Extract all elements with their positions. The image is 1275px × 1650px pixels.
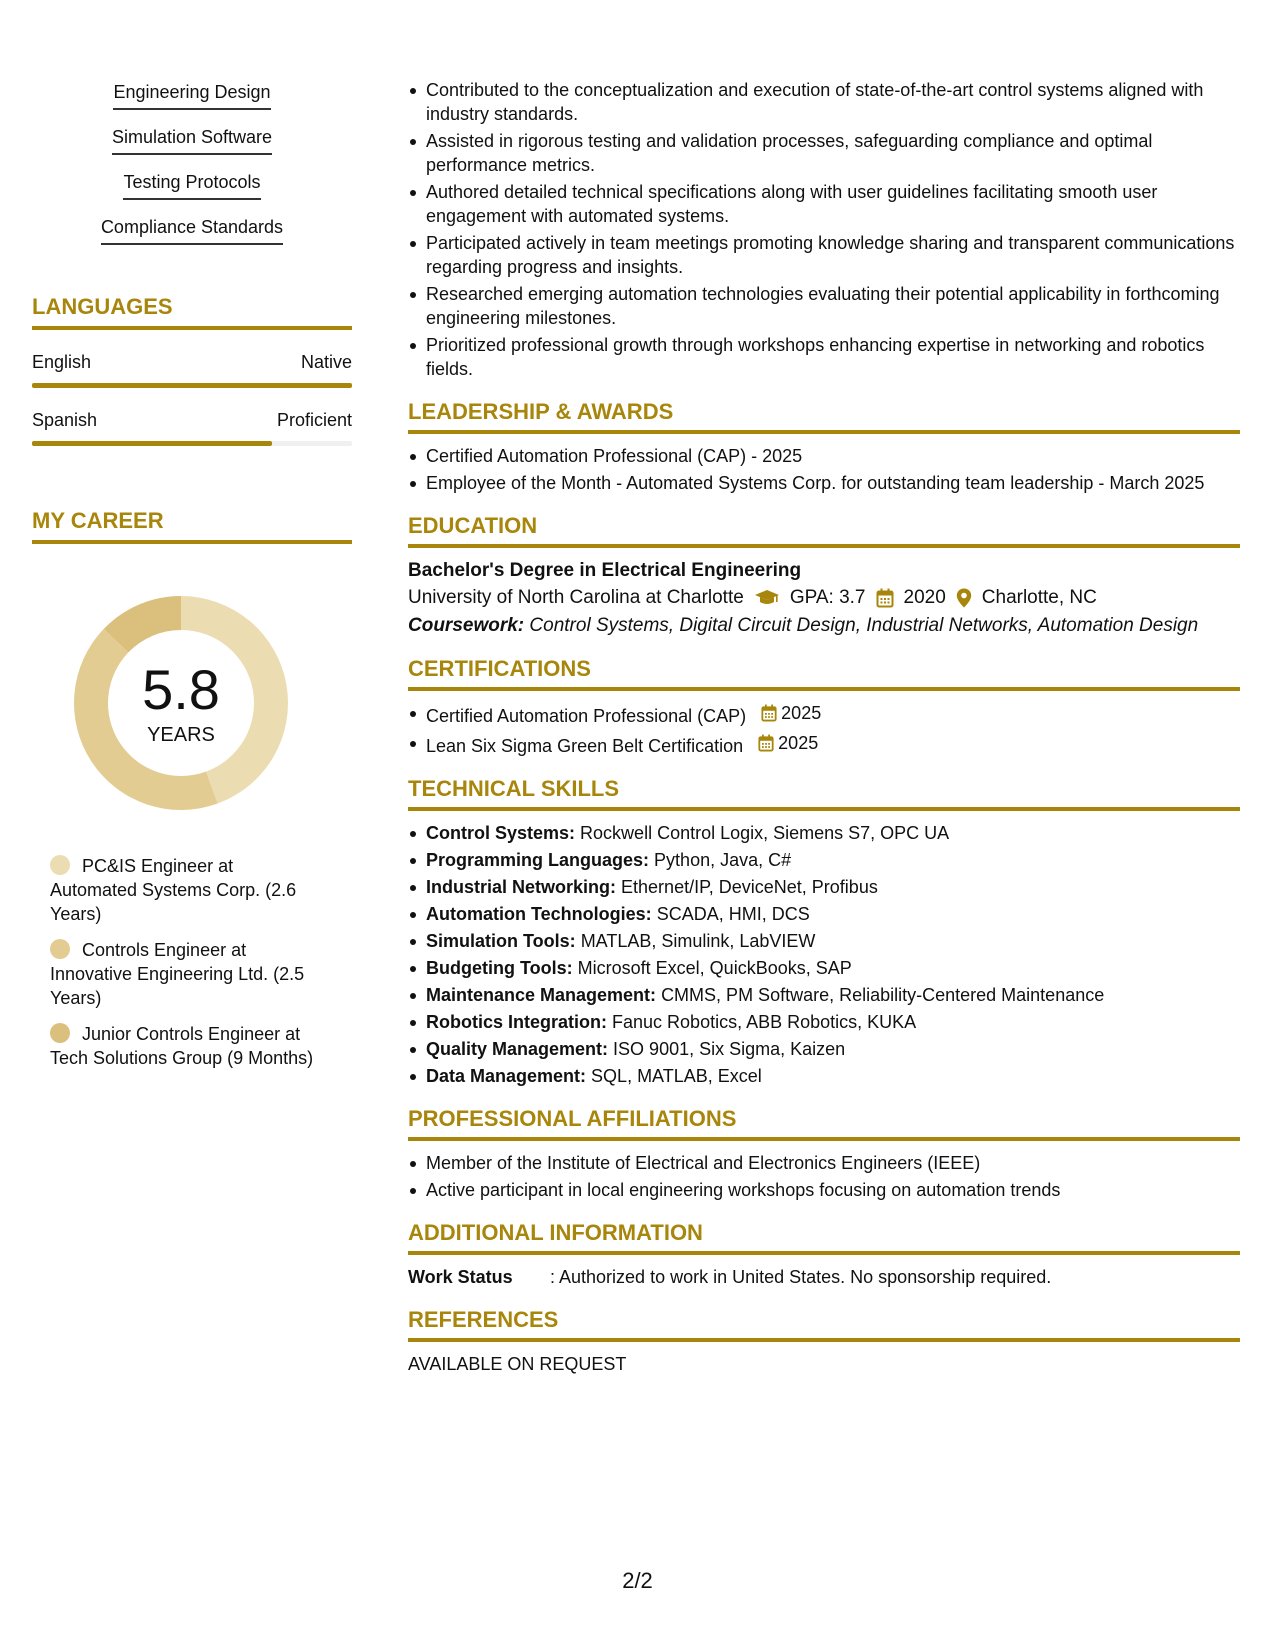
language-name: English [32,352,92,372]
language-bar-fill [32,441,272,446]
technical-skill-item [408,929,1240,953]
technical-skill-item [408,1037,1240,1061]
career-donut-chart [66,588,296,818]
experience-bullets [408,78,1240,381]
legend-dot-icon [50,1023,70,1043]
skill-category: Quality Management: [426,1039,609,1059]
certification-year: 2025 [781,703,822,723]
skill-values: Python, Java, C# [654,850,792,870]
certification-name: Lean Six Sigma Green Belt Certification [426,736,744,756]
certification-name: Certified Automation Professional (CAP) [426,706,747,726]
experience-bullet: Contributed to the conceptualization and execution of state-of-the-art control systems aligned with industry standards. [408,78,1240,126]
skill-values: Microsoft Excel, QuickBooks, SAP [577,958,852,978]
technical-skills-heading: TECHNICAL SKILLS [408,776,1240,811]
leadership-item: Employee of the Month - Automated Systems Corp. for outstanding team leadership - March 2025 [408,471,1240,495]
certifications-list [408,701,1240,758]
skill-category: Maintenance Management: [426,985,657,1005]
language-bar-fill [32,383,352,388]
skill-category: Industrial Networking: [426,877,617,897]
language-item [32,410,352,446]
coursework-value: Control Systems, Digital Circuit Design, Industrial Networks, Automation Design [529,615,1199,636]
technical-skill-item [408,983,1240,1007]
leadership-list [408,444,1240,495]
language-level: Native [300,352,352,372]
skill-values: ISO 9001, Six Sigma, Kaizen [613,1039,846,1059]
affiliations-list [408,1151,1240,1202]
experience-bullet: Assisted in rigorous testing and validation processes, safeguarding compliance and optimal performance metrics. [408,129,1240,177]
career-total-value: 5.8 [142,657,220,721]
skill-values: Rockwell Control Logix, Siemens S7, OPC UA [580,823,950,843]
skill-values: SCADA, HMI, DCS [656,904,810,924]
page-number: 2/2 [622,1568,653,1593]
references-text: AVAILABLE ON REQUEST [408,1354,627,1374]
technical-skill-item [408,1010,1240,1034]
education-gpa: GPA: 3.7 [789,587,866,608]
coursework-label: Coursework: [408,615,525,636]
calendar-icon [758,734,774,752]
career-legend [50,854,320,1070]
language-name: Spanish [32,410,98,430]
skill-category: Robotics Integration: [426,1012,607,1032]
career-legend-item [50,1022,320,1070]
skill-values: MATLAB, Simulink, LabVIEW [580,931,816,951]
skill-tags [32,80,352,260]
work-status-row [408,1265,1240,1289]
technical-skill-item [408,848,1240,872]
language-bar [32,383,352,388]
leadership-heading: LEADERSHIP & AWARDS [408,399,1240,434]
language-bar [32,441,352,446]
career-legend-label: Junior Controls Engineer at Tech Solutions Group (9 Months) [50,1024,314,1068]
legend-dot-icon [50,939,70,959]
experience-bullet: Authored detailed technical specifications along with user guidelines facilitating smooth user engagement with automated systems. [408,180,1240,228]
leadership-item: Certified Automation Professional (CAP) - 2025 [408,444,1240,468]
experience-bullet: Prioritized professional growth through workshops enhancing expertise in networking and robotics fields. [408,333,1240,381]
experience-bullet: Researched emerging automation technologies evaluating their potential applicability in forthcoming engineering milestones. [408,282,1240,330]
skill-values: SQL, MATLAB, Excel [591,1066,762,1086]
career-legend-label: Controls Engineer at Innovative Engineering Ltd. (2.5 Years) [50,940,305,1008]
education-location: Charlotte, NC [981,587,1097,608]
skill-category: Data Management: [426,1066,587,1086]
language-item [32,352,352,388]
career-legend-label: PC&IS Engineer at Automated Systems Corp. (2.6 Years) [50,856,297,924]
technical-skill-item [408,1064,1240,1088]
additional-info-heading: ADDITIONAL INFORMATION [408,1220,1240,1255]
skill-category: Programming Languages: [426,850,650,870]
career-legend-item [50,938,320,1010]
language-level: Proficient [276,410,352,430]
work-status-value: : Authorized to work in United States. No sponsorship required. [550,1267,1052,1287]
languages-heading: LANGUAGES [32,294,352,330]
skill-tag: Simulation Software [112,125,272,155]
skill-values: Ethernet/IP, DeviceNet, Profibus [621,877,878,897]
education-coursework [408,614,1240,638]
skill-category: Simulation Tools: [426,931,576,951]
education-degree: Bachelor's Degree in Electrical Engineering [408,560,802,581]
technical-skill-item [408,956,1240,980]
certifications-heading: CERTIFICATIONS [408,656,1240,691]
location-pin-icon [956,588,972,608]
education-details [408,584,1240,612]
affiliation-item: Member of the Institute of Electrical and Electronics Engineers (IEEE) [408,1151,1240,1175]
skill-category: Automation Technologies: [426,904,652,924]
certification-year: 2025 [778,733,819,753]
right-column [408,78,1240,1376]
career-legend-item [50,854,320,926]
certification-item [408,701,1240,728]
technical-skill-item [408,821,1240,845]
education-year: 2020 [903,587,946,608]
work-status-label: Work Status [408,1267,513,1287]
graduation-cap-icon [754,589,780,607]
education-heading: EDUCATION [408,513,1240,548]
career-heading: MY CAREER [32,508,352,544]
skill-tag: Testing Protocols [123,170,260,200]
education-school: University of North Carolina at Charlotte [408,587,744,608]
references-heading: REFERENCES [408,1307,1240,1342]
skill-values: Fanuc Robotics, ABB Robotics, KUKA [612,1012,917,1032]
skill-category: Control Systems: [426,823,576,843]
technical-skill-item [408,902,1240,926]
certification-item [408,731,1240,758]
skill-tag: Engineering Design [113,80,270,110]
calendar-icon [761,704,777,722]
technical-skills-list [408,821,1240,1088]
calendar-icon [876,588,894,608]
experience-bullet: Participated actively in team meetings promoting knowledge sharing and transparent communications regarding progress and insights. [408,231,1240,279]
affiliations-heading: PROFESSIONAL AFFILIATIONS [408,1106,1240,1141]
education-entry [408,558,1240,638]
skill-values: CMMS, PM Software, Reliability-Centered Maintenance [661,985,1105,1005]
career-total-unit: YEARS [147,723,215,746]
skill-tag: Compliance Standards [101,215,283,245]
legend-dot-icon [50,855,70,875]
skill-category: Budgeting Tools: [426,958,573,978]
affiliation-item: Active participant in local engineering workshops focusing on automation trends [408,1178,1240,1202]
left-column [32,80,352,1082]
technical-skill-item [408,875,1240,899]
